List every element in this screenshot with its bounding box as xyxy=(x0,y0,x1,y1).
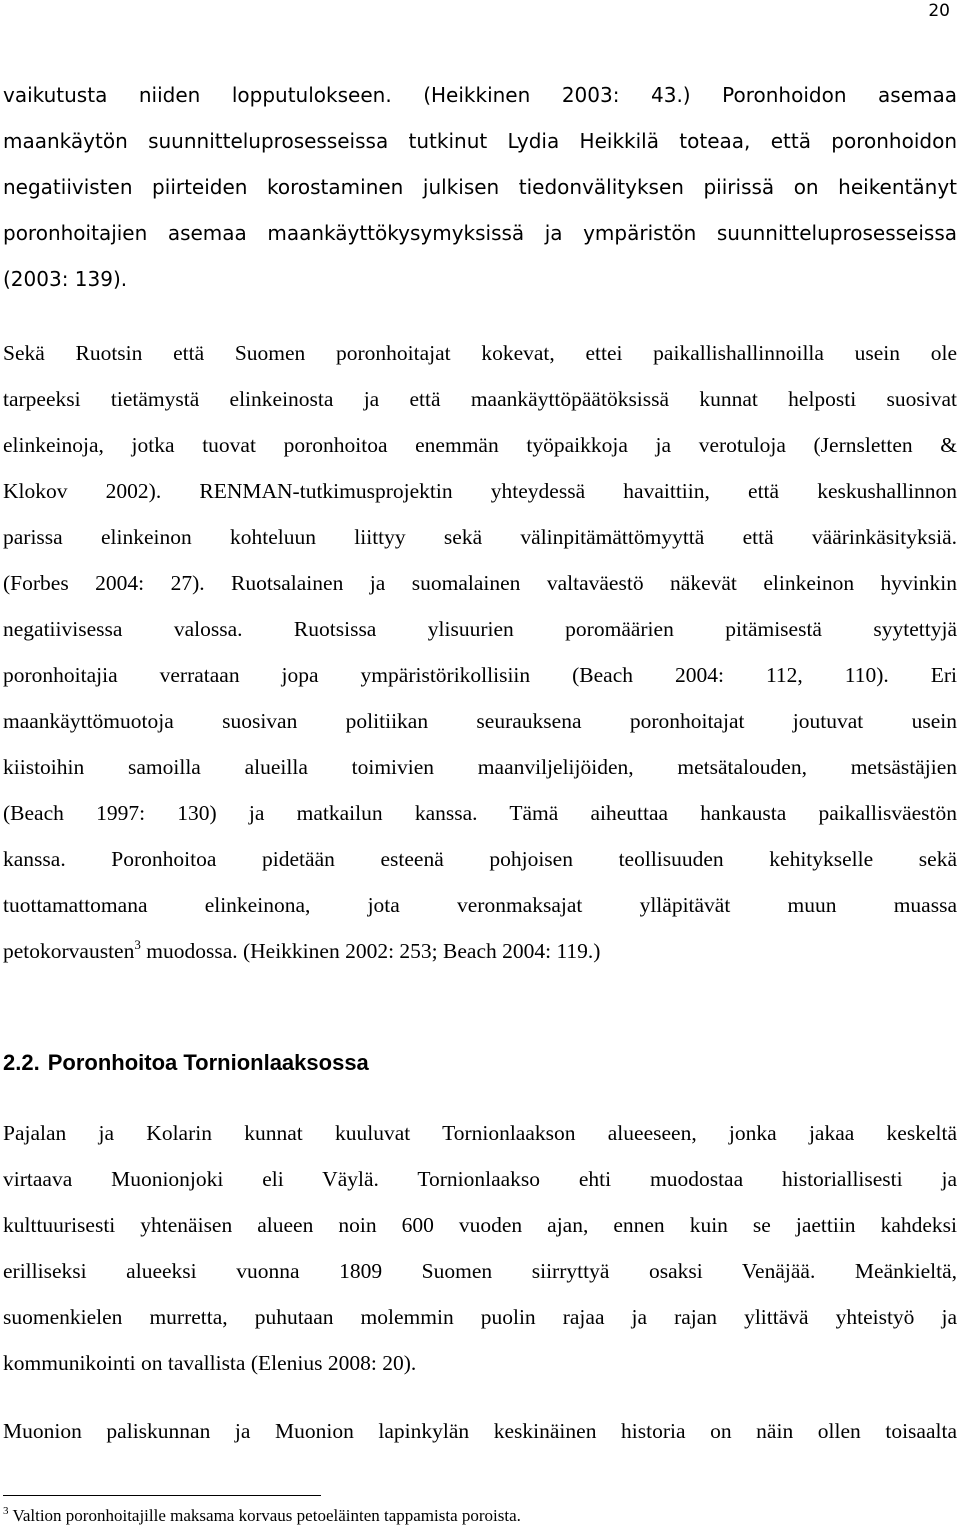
text-line: poronhoitajien asemaa maankäyttökysymyksissä ja ympäristön suunnitteluprosesseissa xyxy=(3,221,957,245)
text-line: kiistoihin samoilla alueilla toimivien maanviljelijöiden, metsätalouden, metsästäjien xyxy=(3,755,957,779)
section-number: 2.2. xyxy=(3,1050,40,1075)
text-line: parissa elinkeinon kohteluun liittyy sekä välinpitämättömyyttä että väärinkäsityksiä. xyxy=(3,525,957,549)
text-line: maankäyttömuotoja suosivan politiikan seurauksena poronhoitajat joutuvat usein xyxy=(3,709,957,733)
text-line: tuottamattomana elinkeinona, jota veronmaksajat ylläpitävät muun muassa xyxy=(3,893,957,917)
text-fragment: muodossa. (Heikkinen 2002: 253; Beach 2004: 119.) xyxy=(140,939,601,963)
paragraph-2 xyxy=(3,330,957,974)
text-line: erilliseksi alueeksi vuonna 1809 Suomen siirryttyä osaksi Venäjää. Meänkieltä, xyxy=(3,1259,957,1283)
text-line: negatiivisten piirteiden korostaminen julkisen tiedonvälityksen piirissä on heikentänyt xyxy=(3,175,957,199)
section-heading xyxy=(3,1048,369,1078)
footnote-text: Valtion poronhoitajille maksama korvaus petoeläinten tappamista poroista. xyxy=(12,1506,521,1525)
text-line: kulttuurisesti yhtenäisen alueen noin 600 vuoden ajan, ennen kuin se jaettiin kahdeksi xyxy=(3,1213,957,1237)
text-line: Sekä Ruotsin että Suomen poronhoitajat kokevat, ettei paikallishallinnoilla usein ole xyxy=(3,341,957,365)
paragraph-3 xyxy=(3,1110,957,1386)
text-line: elinkeinoja, jotka tuovat poronhoitoa enemmän työpaikkoja ja verotuloja (Jernsletten & xyxy=(3,433,957,457)
paragraph-4 xyxy=(3,1408,957,1454)
text-line-last xyxy=(3,928,957,974)
text-line: kommunikointi on tavallista (Elenius 2008: 20). xyxy=(3,1351,417,1375)
text-line: (2003: 139). xyxy=(3,267,128,291)
text-line: (Beach 1997: 130) ja matkailun kanssa. Tämä aiheuttaa hankausta paikallisväestön xyxy=(3,801,957,825)
text-line: Muonion paliskunnan ja Muonion lapinkylän keskinäinen historia on näin ollen toisaalta xyxy=(3,1419,957,1443)
text-line: virtaava Muonionjoki eli Väylä. Tornionlaakso ehti muodostaa historiallisesti ja xyxy=(3,1167,957,1191)
text-line: (Forbes 2004: 27). Ruotsalainen ja suomalainen valtaväestö näkevät elinkeinon hyvinkin xyxy=(3,571,957,595)
text-fragment: petokorvausten xyxy=(3,939,135,963)
text-line: maankäytön suunnitteluprosesseissa tutkinut Lydia Heikkilä toteaa, että poronhoidon xyxy=(3,129,957,153)
footnote-separator xyxy=(3,1495,321,1496)
footnote-reference[interactable]: 3 xyxy=(134,937,141,952)
text-line: poronhoitajia verrataan jopa ympäristörikollisiin (Beach 2004: 112, 110). Eri xyxy=(3,663,957,687)
page-number: 20 xyxy=(928,1,950,21)
footnote-mark: 3 xyxy=(3,1505,9,1517)
text-line: Pajalan ja Kolarin kunnat kuuluvat Tornionlaakson alueeseen, jonka jakaa keskeltä xyxy=(3,1121,957,1145)
text-line: suomenkielen murretta, puhutaan molemmin puolin rajaa ja rajan ylittävä yhteistyö ja xyxy=(3,1305,957,1329)
footnote xyxy=(3,1505,957,1527)
text-line: vaikutusta niiden lopputulokseen. (Heikkinen 2003: 43.) Poronhoidon asemaa xyxy=(3,83,957,107)
section-title: Poronhoitoa Tornionlaaksossa xyxy=(47,1050,369,1075)
text-line: tarpeeksi tietämystä elinkeinosta ja että maankäyttöpäätöksissä kunnat helposti suosivat xyxy=(3,387,957,411)
text-line: Klokov 2002). RENMAN-tutkimusprojektin yhteydessä havaittiin, että keskushallinnon xyxy=(3,479,957,503)
paragraph-1 xyxy=(3,72,957,302)
text-line: negatiivisessa valossa. Ruotsissa ylisuurien poromäärien pitämisestä syytettyjä xyxy=(3,617,957,641)
text-line: kanssa. Poronhoitoa pidetään esteenä pohjoisen teollisuuden kehitykselle sekä xyxy=(3,847,957,871)
